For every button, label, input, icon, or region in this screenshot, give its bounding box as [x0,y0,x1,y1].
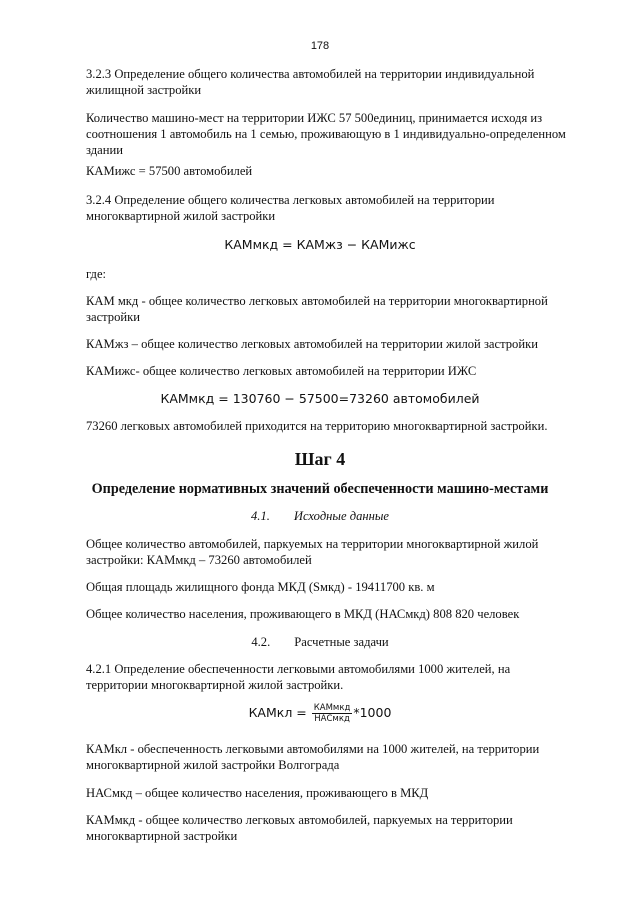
definition-kam-kl: КАМкл - обеспеченность легковыми автомобилями на 1000 жителей, на территории многоквартирной жилой застройки Волгограда [86,742,540,772]
data-population: Общее количество населения, проживающего в МКД (НАСмкд) 808 820 человек [86,607,520,621]
step-subtitle: Определение нормативных значений обеспеченности машино-местами [91,481,549,497]
section-4-2-label: Расчетные задачи [294,635,389,649]
definition-kam-mkd-2: КАМмкд - общее количество легковых автомобилей, паркуемых на территории многоквартирной застройки [86,813,513,843]
formula-kam-mkd-calculation: КАМмкд = 130760 − 57500=73260 автомобилей [160,391,480,406]
section-4-2-title [60,634,580,650]
fraction-numerator: КАМмкд [313,703,351,713]
formula-fraction [312,703,353,724]
formula-kam-kl [60,703,580,724]
formula-kam-mkd: КАМмкд = КАМжз − КАМижс [224,237,416,252]
where-label: где: [86,267,107,281]
section-4-2-1-heading: 4.2.1 Определение обеспеченности легковыми автомобилями 1000 жителей, на территории многоквартирной жилой застройки. [86,662,511,692]
definition-kam-mkd: КАМ мкд - общее количество легковых автомобилей на территории многоквартирной застройки [86,294,548,324]
section-3-2-4-heading: 3.2.4 Определение общего количества легковых автомобилей на территории многоквартирной жилой застройки [86,193,495,223]
section-4-1-label: Исходные данные [293,509,389,523]
section-4-1-number: 4.1. [251,509,270,523]
step-title: Шаг 4 [294,449,346,469]
conclusion-text: 73260 легковых автомобилей приходится на территорию многоквартирной застройки. [86,419,548,433]
section-3-2-3-heading: 3.2.3 Определение общего количества автомобилей на территории индивидуальной жилищной застройки [86,67,535,97]
formula-kam-kl-lhs: КАМкл = [248,705,307,720]
formula-kam-kl-rhs: *1000 [353,705,392,720]
fraction-denominator: НАСмкд [314,714,350,724]
data-housing-area: Общая площадь жилищного фонда МКД (Sмкд) - 19411700 кв. м [86,580,435,594]
definition-nas-mkd: НАСмкд – общее количество населения, проживающего в МКД [86,786,429,800]
section-3-2-3-result: КАМижс = 57500 автомобилей [86,164,253,178]
definition-kam-zhz: КАМжз – общее количество легковых автомобилей на территории жилой застройки [86,337,538,351]
data-car-count: Общее количество автомобилей, паркуемых на территории многоквартирной жилой застройки: КАМмкд – 73260 автомобилей [86,537,539,567]
section-4-1-title [60,508,580,524]
page-number: 178 [310,40,330,52]
definition-kam-izhs: КАМижс- общее количество легковых автомобилей на территории ИЖС [86,364,477,378]
section-3-2-3-text: Количество машино-мест на территории ИЖС 57 500единиц, принимается исходя из соотношения 1 автомобиль на 1 семью, проживающую в 1 индивидуально-определенном здании [86,111,566,157]
section-4-2-number: 4.2. [251,635,271,649]
